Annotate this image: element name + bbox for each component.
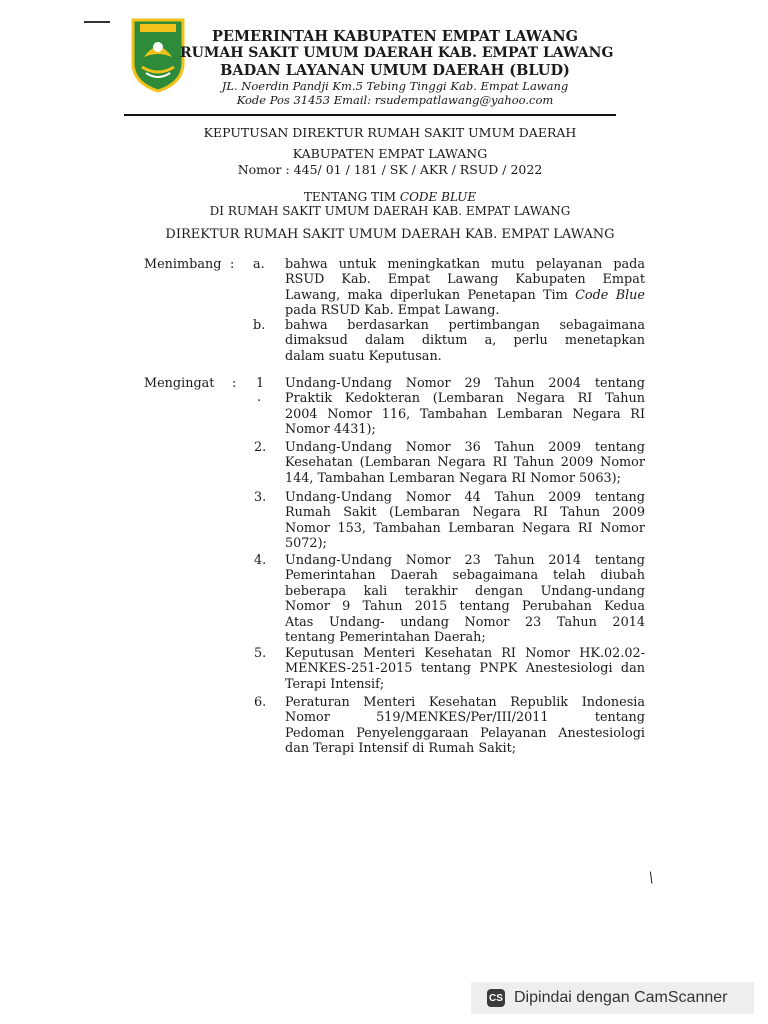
camscanner-watermark bbox=[471, 982, 754, 1014]
pen-mark-icon: / bbox=[645, 869, 657, 887]
mengingat-item-6 bbox=[285, 695, 645, 757]
mengingat-marker-4: 4. bbox=[254, 553, 267, 568]
mengingat-4-line: Pemerintahan Daerah sebagaimana telah diubah bbox=[285, 568, 645, 584]
mengingat-5-line: Terapi Intensif; bbox=[285, 676, 385, 692]
decree-title-line2: KABUPATEN EMPAT LAWANG bbox=[292, 146, 488, 161]
mengingat-2-line: Undang-Undang Nomor 36 Tahun 2009 tentang bbox=[285, 440, 645, 455]
menimbang-b-line: dimaksud dalam diktum a, perlu menetapkan bbox=[285, 333, 645, 349]
menimbang-a-line: RSUD Kab. Empat Lawang Kabupaten Empat bbox=[285, 272, 645, 288]
menimbang-colon: : bbox=[230, 257, 235, 272]
mengingat-1-line: Praktik Kedokteran (Lembaran Negara RI Tahun bbox=[285, 391, 645, 407]
mengingat-label: Mengingat bbox=[144, 376, 215, 391]
letterhead-address: JL. Noerdin Pandji Km.5 Tebing Tinggi Kab. Empat Lawang bbox=[221, 79, 569, 93]
mengingat-marker-1: 1 bbox=[256, 376, 265, 391]
mengingat-6-line: dan Terapi Intensif di Rumah Sakit; bbox=[285, 741, 517, 757]
mengingat-4-line: Nomor 9 Tahun 2015 tentang Perubahan Kedua bbox=[285, 599, 645, 615]
mengingat-6-line: Peraturan Menteri Kesehatan Republik Indonesia bbox=[285, 695, 645, 710]
mengingat-marker-5: 5. bbox=[254, 646, 267, 661]
mengingat-5-line: MENKES-251-2015 tentang PNPK Anestesiologi dan bbox=[285, 661, 645, 677]
mengingat-2-line: 144, Tambahan Lembaran Negara RI Nomor 5063); bbox=[285, 470, 621, 486]
letterhead-line2: RUMAH SAKIT UMUM DAERAH KAB. EMPAT LAWANG bbox=[180, 45, 614, 61]
menimbang-marker-b: b. bbox=[253, 318, 266, 333]
mengingat-6-line: Nomor 519/MENKES/Per/III/2011 tentang bbox=[285, 710, 645, 726]
mengingat-item-5 bbox=[285, 646, 645, 692]
menimbang-marker-a: a. bbox=[253, 257, 265, 272]
mengingat-1-line: Nomor 4431); bbox=[285, 422, 376, 438]
mengingat-3-line: Rumah Sakit (Lembaran Negara RI Tahun 2009 bbox=[285, 505, 645, 521]
scan-mark bbox=[84, 21, 110, 23]
decree-about-line2: DI RUMAH SAKIT UMUM DAERAH KAB. EMPAT LAWANG bbox=[209, 204, 571, 218]
menimbang-a-line: Lawang, maka diperlukan Penetapan Tim Code Blue bbox=[285, 287, 645, 303]
menimbang-b-line: dalam suatu Keputusan. bbox=[285, 348, 442, 364]
letterhead-line1: PEMERINTAH KABUPATEN EMPAT LAWANG bbox=[212, 28, 578, 45]
letterhead-line3: BADAN LAYANAN UMUM DAERAH (BLUD) bbox=[220, 62, 570, 79]
mengingat-5-line: Keputusan Menteri Kesehatan RI Nomor HK.02.02- bbox=[285, 646, 645, 661]
menimbang-item-a bbox=[285, 257, 645, 319]
decree-about bbox=[130, 190, 650, 204]
letterhead-postal-email: Kode Pos 31453 Email: rsudempatlawang@yahoo.com bbox=[236, 93, 554, 107]
mengingat-item-4 bbox=[285, 553, 645, 645]
decree-issuer: DIREKTUR RUMAH SAKIT UMUM DAERAH KAB. EMPAT LAWANG bbox=[165, 227, 615, 242]
mengingat-3-line: Nomor 153, Tambahan Lembaran Negara RI Nomor bbox=[285, 520, 645, 536]
menimbang-label: Menimbang bbox=[144, 257, 222, 272]
mengingat-item-1 bbox=[285, 376, 645, 438]
mengingat-colon: : bbox=[232, 376, 237, 391]
mengingat-item-2 bbox=[285, 440, 645, 486]
mengingat-4-line: Atas Undang- undang Nomor 23 Tahun 2014 bbox=[285, 614, 645, 630]
letterhead-divider bbox=[124, 114, 616, 116]
letterhead bbox=[180, 28, 614, 107]
mengingat-4-line: beberapa kali terakhir dengan Undang-undang bbox=[285, 583, 645, 599]
mengingat-3-line: 5072); bbox=[285, 536, 327, 552]
mengingat-1-line: 2004 Nomor 116, Tambahan Lembaran Negara RI bbox=[285, 406, 645, 422]
decree-title-line1: KEPUTUSAN DIREKTUR RUMAH SAKIT UMUM DAERAH bbox=[203, 125, 577, 140]
mengingat-3-line: Undang-Undang Nomor 44 Tahun 2009 tentang bbox=[285, 490, 645, 505]
mengingat-2-line: Kesehatan (Lembaran Negara RI Tahun 2009 Nomor bbox=[285, 455, 645, 471]
camscanner-icon: CS bbox=[487, 989, 505, 1007]
mengingat-1-line: Undang-Undang Nomor 29 Tahun 2004 tentang bbox=[285, 376, 645, 391]
camscanner-label: Dipindai dengan CamScanner bbox=[514, 989, 728, 1006]
mengingat-marker-3: 3. bbox=[254, 490, 267, 505]
menimbang-a-line: pada RSUD Kab. Empat Lawang. bbox=[285, 303, 500, 319]
menimbang-b-line: bahwa berdasarkan pertimbangan sebagaimana bbox=[285, 318, 645, 333]
mengingat-item-3 bbox=[285, 490, 645, 552]
decree-about-prefix: TENTANG TIM bbox=[303, 190, 397, 204]
menimbang-a-line: bahwa untuk meningkatkan mutu pelayanan pada bbox=[285, 257, 645, 272]
mengingat-4-line: tentang Pemerintahan Daerah; bbox=[285, 630, 486, 646]
empat-lawang-emblem-icon bbox=[130, 17, 186, 93]
decree-about-code-blue: CODE BLUE bbox=[399, 190, 477, 204]
decree-number: Nomor : 445/ 01 / 181 / SK / AKR / RSUD / 2022 bbox=[237, 162, 543, 177]
mengingat-4-line: Undang-Undang Nomor 23 Tahun 2014 tentang bbox=[285, 553, 645, 568]
menimbang-item-b bbox=[285, 318, 645, 364]
mengingat-marker-2: 2. bbox=[254, 440, 267, 455]
mengingat-marker-6: 6. bbox=[254, 695, 267, 710]
mengingat-marker-1-dot: . bbox=[257, 390, 262, 405]
code-blue-italic: Code Blue bbox=[575, 287, 645, 303]
mengingat-6-line: Pedoman Penyelenggaraan Pelayanan Anestesiologi bbox=[285, 725, 645, 741]
